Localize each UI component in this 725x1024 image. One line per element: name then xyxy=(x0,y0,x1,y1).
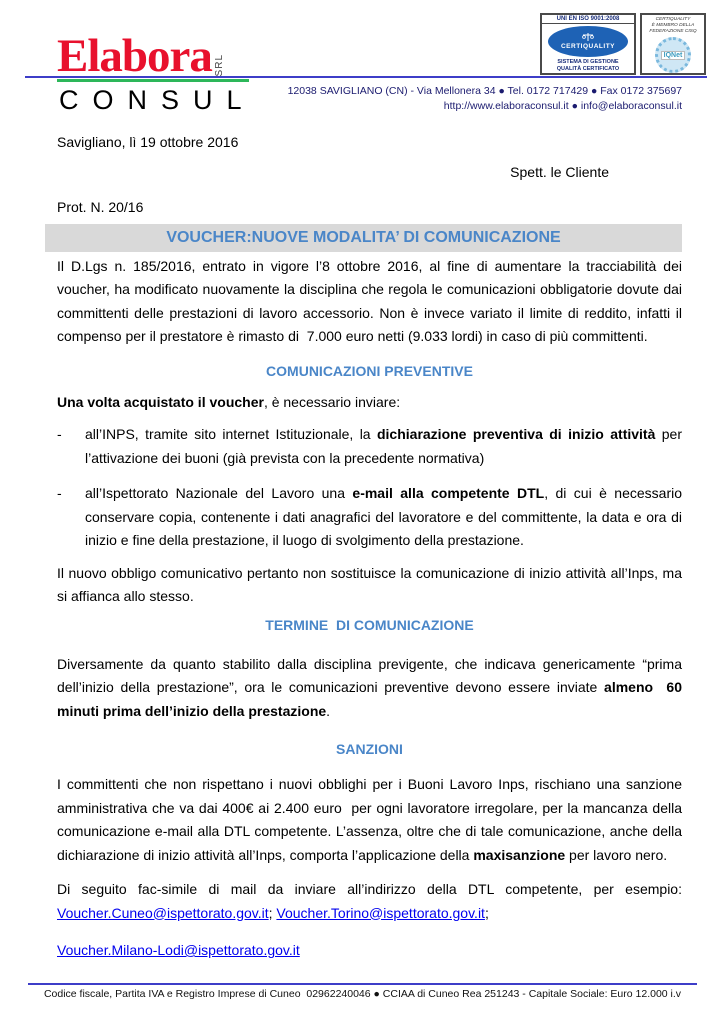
list-item-ispettorato xyxy=(57,482,686,553)
certiquality-label: CERTIQUALITY xyxy=(560,43,616,50)
cert-system-line1: SISTEMA DI GESTIONE xyxy=(557,59,619,65)
email-link[interactable]: Voucher.Torino@ispettorato.gov.it xyxy=(276,904,485,921)
paragraph-facsimile xyxy=(57,878,686,925)
text-run: Il D.Lgs n. 185/2016, entrato in vigore l’8 ottobre 2016, al fine di aumentare la tracciabilità dei voucher, ha modificato nuovamente la disciplina che regola le comunicazioni obbligatorie dovute dai committenti delle prestazioni di lavoro accessorio. Non è invece variato il limite di reddito, infatti il compenso per il prestatore è rimasto di 7.000 euro netti (9.033 lordi) in caso di più committenti. xyxy=(57,257,686,344)
paragraph-nuovo-obbligo xyxy=(57,562,686,609)
list-item-inps xyxy=(57,423,686,470)
text-run: , di cui è necessario conservare copia, contenente i dati anagrafici del lavoratore e del committente, la data e ora di inizio e fine della prestazione, il luogo di svolgimento della prestazione. xyxy=(85,485,686,548)
cert-system-line2: QUALITÀ CERTIFICATO xyxy=(556,66,620,72)
company-contact-info xyxy=(288,84,682,114)
address-line2: http://www.elaboraconsul.it ● info@elaboraconsul.it xyxy=(443,100,682,112)
iqnet-certification-badge xyxy=(640,13,706,75)
text-run: ; xyxy=(484,904,489,921)
company-logo xyxy=(57,30,256,116)
section-heading-comunicazioni-preventive: COMUNICAZIONI PREVENTIVE xyxy=(266,362,473,379)
text-run: . xyxy=(326,702,331,719)
section-heading-termine: TERMINE DI COMUNICAZIONE xyxy=(265,616,474,633)
text-run: ; xyxy=(268,904,277,921)
subject-banner xyxy=(45,224,682,252)
text-run: all’Ispettorato Nazionale del Lavoro una xyxy=(85,485,353,501)
iso-label: UNI EN ISO 9001:2008 xyxy=(542,15,634,24)
paragraph-intro xyxy=(57,255,686,349)
bold-text: almeno 60 minuti prima dell’inizio della prestazione xyxy=(57,679,686,719)
recipient-line: Spett. le Cliente xyxy=(510,163,609,180)
iso-certification-badge xyxy=(540,13,636,75)
text-run: per l’attivazione dei buoni (già prevista con la precedente normativa) xyxy=(85,426,686,466)
bold-text: dichiarazione preventiva di inizio attività xyxy=(376,426,656,442)
logo-subname: CONSUL xyxy=(59,85,256,115)
certiquality-oval-icon xyxy=(548,26,628,57)
paragraph-sanzioni xyxy=(57,773,686,867)
text-run: Diversamente da quanto stabilito dalla disciplina previgente, che indicava genericamente “prima dell’inizio della prestazione”, ora le comunicazioni preventive devono essere inviate xyxy=(57,655,686,695)
letter-body xyxy=(57,131,686,963)
cert-member-line1: CERTIQUALITY xyxy=(655,17,691,22)
bullet-dash: - xyxy=(57,426,62,442)
bold-text: e-mail alla competente DTL xyxy=(352,485,545,501)
email-link[interactable]: Voucher.Cuneo@ispettorato.gov.it xyxy=(57,904,269,921)
paragraph-voucher-acquisto xyxy=(57,391,682,415)
text-run: per lavoro nero. xyxy=(565,846,668,863)
logo-legal-suffix: SRL xyxy=(213,53,225,76)
text-run: all’INPS, tramite sito internet Istituzionale, la xyxy=(85,426,377,442)
email-link[interactable]: Voucher.Milano-Lodi@ispettorato.gov.it xyxy=(57,942,300,958)
balance-scale-icon xyxy=(582,33,594,43)
certification-badges xyxy=(540,13,706,75)
footer-divider-line xyxy=(28,983,697,985)
address-line1: 12038 SAVIGLIANO (CN) - Via Mellonera 34 ● Tel. 0172 717429 ● Fax 0172 375697 xyxy=(287,85,682,97)
bold-text: Una volta acquistato il voucher xyxy=(57,393,264,410)
date-line: Savigliano, lì 19 ottobre 2016 xyxy=(57,134,239,150)
footer-company-registration: Codice fiscale, Partita IVA e Registro Imprese di Cuneo 02962240046 ● CCIAA di Cuneo Rea 251243 - Capitale Sociale: Euro 12.000 i.v xyxy=(43,988,682,1000)
bullet-dash: - xyxy=(57,485,62,501)
text-run: Il nuovo obbligo comunicativo pertanto non sostituisce la comunicazione di inizio attività all’Inps, ma si affianca allo stesso. xyxy=(57,564,686,604)
protocol-number: Prot. N. 20/16 xyxy=(57,199,144,215)
cert-member-line3: FEDERAZIONE CISQ xyxy=(649,29,697,34)
text-run: I committenti che non rispettano i nuovi obblighi per i Buoni Lavoro Inps, rischiano una sanzione amministrativa che va dai 400€ ai 2.400 euro per ogni lavoratore irregolare, per la mancanza della comunicazione e-mail alla DTL competente. L’assenza, oltre che di tale comunicazione, anche della dichiarazione di inizio attività all’Inps, comporta l’applicazione della xyxy=(57,776,686,863)
paragraph-termine xyxy=(57,653,686,724)
paragraph-email-milano xyxy=(57,939,682,963)
cert-member-line2: È MEMBRO DELLA xyxy=(651,23,695,28)
iqnet-label: IQNet xyxy=(661,51,686,60)
logo-wordmark: Elabora xyxy=(57,30,212,82)
text-run: , è necessario inviare: xyxy=(263,393,401,410)
iqnet-seal-icon xyxy=(655,37,691,73)
section-heading-sanzioni: SANZIONI xyxy=(336,741,403,757)
subject-title: VOUCHER:NUOVE MODALITA’ DI COMUNICAZIONE xyxy=(166,228,561,246)
text-run: Di seguito fac-simile di mail da inviare all’indirizzo della DTL competente, per esempio: xyxy=(57,881,686,897)
bold-text: maxisanzione xyxy=(473,846,566,863)
